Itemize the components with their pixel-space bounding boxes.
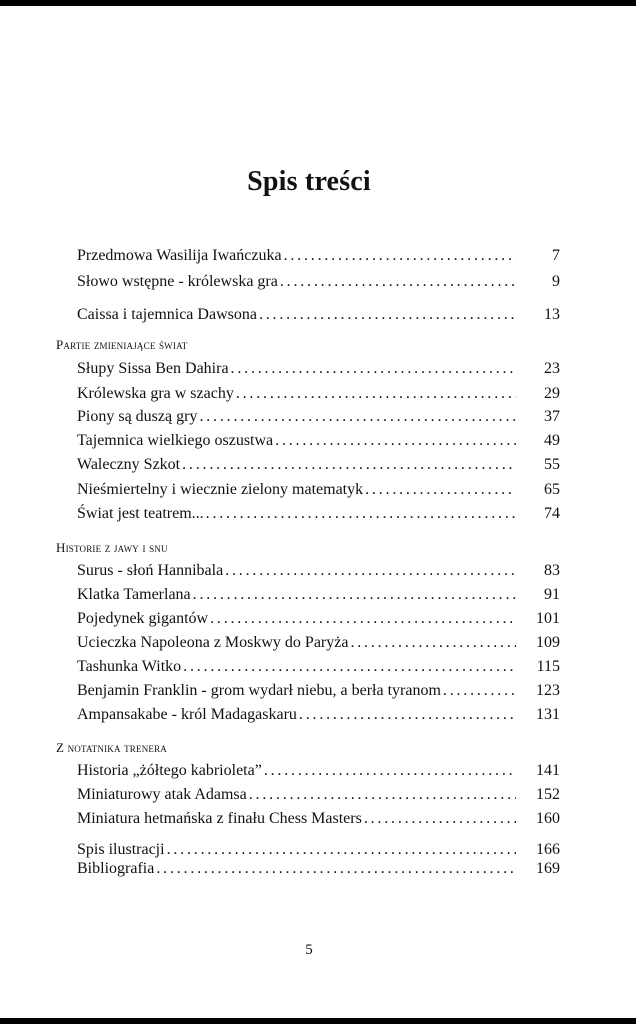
dot-leader [299, 703, 516, 727]
toc-entry[interactable] [77, 244, 560, 268]
dot-leader [275, 429, 516, 453]
toc-entry-page: 115 [536, 658, 560, 675]
toc-entry[interactable] [77, 453, 560, 477]
dot-leader [259, 303, 516, 327]
toc-entry-page: 65 [544, 481, 560, 498]
toc-entry-label: Świat jest teatrem... [77, 505, 204, 522]
toc-entry-page: 13 [544, 306, 560, 323]
toc-entry-page: 7 [552, 247, 560, 264]
dot-leader [236, 382, 516, 406]
toc-entry-page: 23 [544, 360, 560, 377]
dot-leader [199, 405, 516, 429]
section-heading: Z notatnika trenera [56, 740, 168, 755]
toc-entry[interactable] [77, 429, 560, 453]
page-number: 5 [305, 942, 313, 958]
toc-entry-page: 101 [536, 610, 560, 627]
toc-entry-label: Królewska gra w szachy [77, 385, 234, 402]
toc-entry-label: Historia „żółtego kabrioleta” [77, 762, 262, 779]
toc-entry[interactable] [77, 583, 560, 607]
dot-leader [364, 807, 516, 831]
toc-entry[interactable] [77, 857, 560, 881]
toc-entry-label: Pojedynek gigantów [77, 610, 209, 627]
toc-entry-label: Waleczny Szkot [77, 456, 181, 473]
toc-entry[interactable] [77, 270, 560, 294]
toc-entry-label: Klatka Tamerlana [77, 586, 191, 603]
dot-leader [249, 783, 516, 807]
toc-entry-page: 152 [536, 786, 560, 803]
toc-entry-label: Benjamin Franklin - grom wydarł niebu, a berła tyranom [77, 682, 441, 699]
toc-entry[interactable] [77, 679, 560, 703]
toc-entry-page: 160 [536, 810, 560, 827]
section-heading: Partie zmieniające świat [56, 337, 188, 352]
toc-entry-label: Słowo wstępne - królewska gra [77, 273, 278, 290]
dot-leader [231, 357, 516, 381]
toc-entry-label: Tashunka Witko [77, 658, 182, 675]
dot-leader [156, 857, 516, 881]
toc-entry-page: 49 [544, 432, 560, 449]
toc-entry[interactable] [77, 703, 560, 727]
toc-entry-page: 55 [544, 456, 560, 473]
toc-entry-page: 109 [536, 634, 560, 651]
toc-entry-page: 37 [544, 408, 560, 425]
toc-entry-label: Miniatura hetmańska z finału Chess Masters [77, 810, 362, 827]
dot-leader [443, 679, 516, 703]
dot-leader [280, 270, 516, 294]
dot-leader [210, 607, 516, 631]
toc-entry[interactable] [77, 382, 560, 406]
toc-entry[interactable] [77, 478, 560, 502]
toc-entry-label: Nieśmiertelny i wiecznie zielony matematyk [77, 481, 364, 498]
toc-entry[interactable] [77, 655, 560, 679]
dot-leader [193, 583, 516, 607]
toc-entry[interactable] [77, 783, 560, 807]
dot-leader [183, 655, 516, 679]
toc-entry-page: 83 [544, 562, 560, 579]
toc-entry-label: Caissa i tajemnica Dawsona [77, 306, 257, 323]
toc-entry-page: 141 [536, 762, 560, 779]
dot-leader [284, 244, 516, 268]
dot-leader [264, 759, 516, 783]
dot-leader [182, 453, 516, 477]
toc-entry-label: Miniaturowy atak Adamsa [77, 786, 247, 803]
toc-entry-label: Ucieczka Napoleona z Moskwy do Paryża [77, 634, 349, 651]
page-bottom-edge [0, 1018, 636, 1024]
toc-entry[interactable] [77, 759, 560, 783]
toc-entry-page: 74 [544, 505, 560, 522]
toc-entry-page: 9 [552, 273, 560, 290]
toc-entry[interactable] [77, 357, 560, 381]
page-title: Spis treści [247, 166, 371, 197]
dot-leader [225, 559, 516, 583]
toc-entry[interactable] [77, 303, 560, 327]
toc-entry[interactable] [77, 807, 560, 831]
dot-leader [350, 631, 516, 655]
toc-entry-label: Przedmowa Wasilija Iwańczuka [77, 247, 282, 264]
toc-entry-label: Tajemnica wielkiego oszustwa [77, 432, 274, 449]
toc-entry[interactable] [77, 405, 560, 429]
toc-entry-label: Ampansakabe - król Madagaskaru [77, 706, 297, 723]
toc-entry-page: 29 [544, 385, 560, 402]
toc-entry-label: Piony są duszą gry [77, 408, 198, 425]
toc-entry-page: 91 [544, 586, 560, 603]
section-heading: Historie z jawy i snu [56, 540, 168, 555]
toc-entry-label: Spis ilustracji [77, 841, 165, 858]
toc-entry-page: 166 [536, 841, 560, 858]
toc-entry-page: 131 [536, 706, 560, 723]
toc-entry[interactable] [77, 559, 560, 583]
toc-entry[interactable] [77, 631, 560, 655]
toc-entry-label: Bibliografia [77, 860, 155, 877]
toc-entry[interactable] [77, 607, 560, 631]
toc-entry-page: 169 [536, 860, 560, 877]
toc-entry-label: Słupy Sissa Ben Dahira [77, 360, 229, 377]
toc-entry-label: Surus - słoń Hannibala [77, 562, 224, 579]
toc-entry-page: 123 [536, 682, 560, 699]
toc-entry[interactable] [77, 502, 560, 526]
dot-leader [206, 502, 516, 526]
dot-leader [365, 478, 516, 502]
